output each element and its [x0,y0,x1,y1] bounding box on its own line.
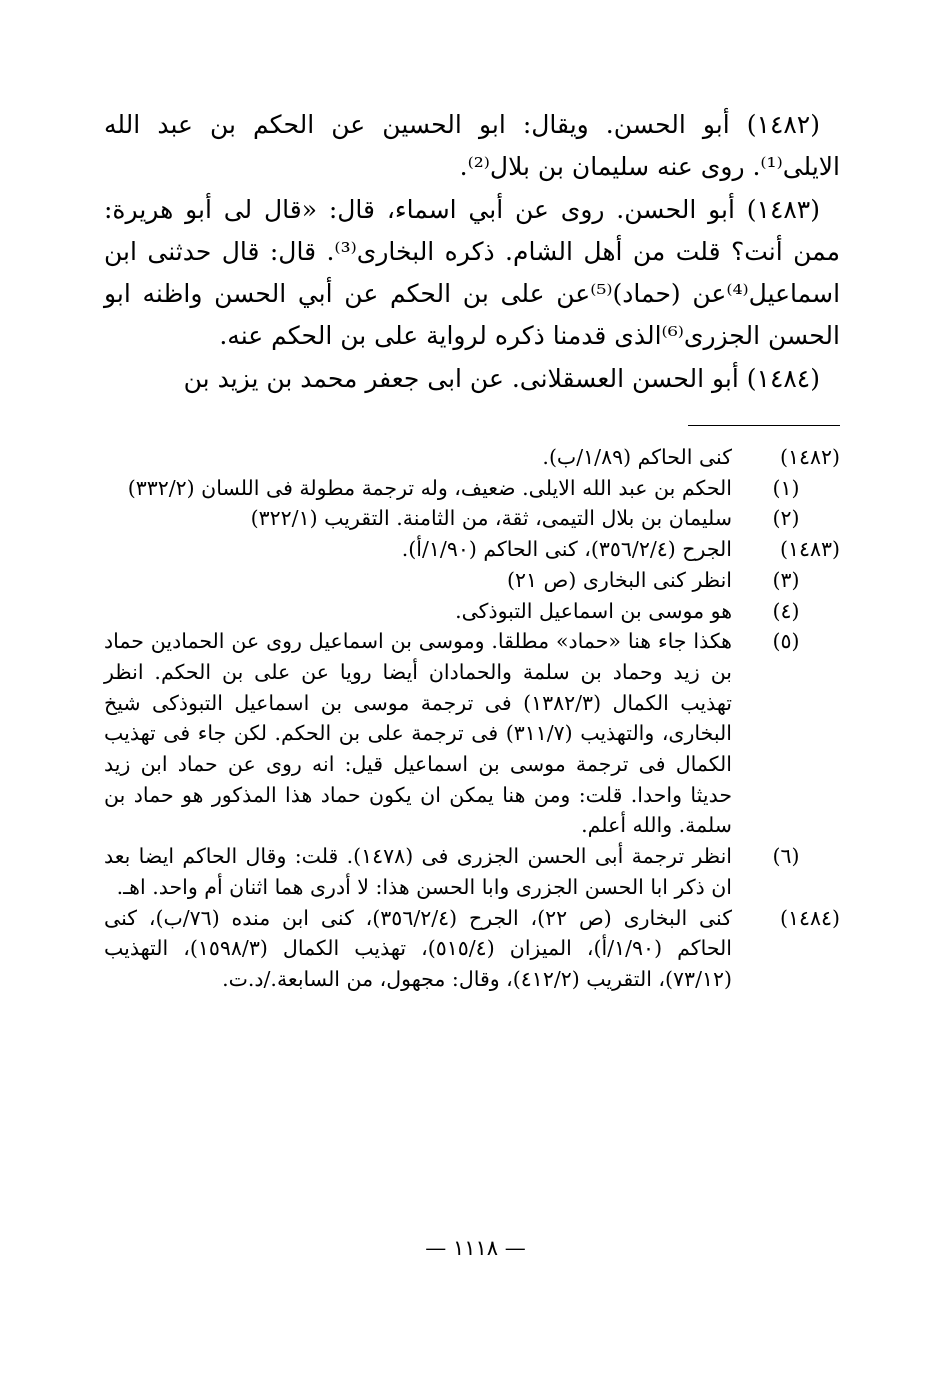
entry-1483: (١٤٨٣) أبو الحسن. روى عن أبي اسماء، قال: «قال لى أبو هريرة: ممن أنت؟ قلت من أهل الشام. ذكره البخارى⁽³⁾. قال: قال حدثنى ابن اسماعيل⁽⁴⁾عن (حماد)⁽⁵⁾عن على بن الحكم عن أبي الحسن واظنه ابو الحسن الجزرى⁽⁶⁾الذى قدمنا ذكره لرواية على بن الحكم عنه. [104,194,841,351]
footnote-text: كنى الحاكم (١/٨٩/ب). [542,445,732,469]
footnote-number: (١٤٨٤) [779,905,840,930]
footnote [104,626,840,841]
footnote-text: هكذا جاء هنا «حماد» مطلقا. وموسى بن اسماعيل روى عن الحمادين حماد بن زيد وحماد بن سلمة والحمادان أيضا رويا عن على بن الحكم. انظر تهذيب الكمال (١٣٨٢/٣) فى ترجمة موسى بن اسماعيل التبوذكى شيخ البخارى، والتهذيب (٣١١/٧) فى ترجمة على بن الحكم. لكن جاء فى تهذيب الكمال فى ترجمة موسى بن اسماعيل قيل: انه روى عن حماد ابن زيد حديثا واحدا. قلت: ومن هنا يمكن ان يكون حماد هذا المذكور هو حماد بن سلمة. والله أعلم. [104,629,732,838]
footnote-number: (١٤٨٢) [779,445,840,469]
footnote-number: (١٤٨٣) [779,537,840,562]
footnotes [104,442,840,995]
footnote [104,565,840,596]
footnote-number: (٥) [772,629,800,654]
footnote [104,596,840,627]
footnote [104,473,840,504]
main-text [104,104,840,400]
footnote [104,903,840,995]
footnote-text: انظر كنى البخارى (ص ٢١) [507,567,732,592]
footnote-number: (٤) [772,598,800,623]
footnote-number: (٢) [772,506,800,531]
footnote [104,503,840,534]
footnote-number: (٦) [772,844,800,869]
footnote-text: كنى البخارى (ص ٢٢)، الجرح (٣٥٦/٢/٤)، كنى ابن منده (٧٦/ب)، كنى الحاكم (١/٩٠/أ)، الميزان (٥١٥/٤)، تهذيب الكمال (١٥٩٨/٣)، التهذيب (٧٣/١٢)، التقريب (٤١٢/٢)، وقال: مجهول، من السابعة./د.ت. [104,905,732,991]
footnote [104,442,840,473]
footnote-text: الحكم بن عبد الله الايلى. ضعيف، وله ترجمة مطولة فى اللسان (٣٣٢/٢) [127,475,732,500]
footnote [104,841,840,902]
footnote-number: (١) [772,475,800,500]
footnote-text: انظر ترجمة أبى الحسن الجزرى فى (١٤٧٨). قلت: وقال الحاكم ايضا بعد ان ذكر ابا الحسن الجزرى وابا الحسن هذا: لا أدرى هما اثنان أم واحد. اهـ. [104,844,732,899]
footnote-number: (٣) [772,567,800,592]
entry-1482: (١٤٨٢) أبو الحسن. ويقال: ابو الحسين عن الحكم بن عبد الله الايلى⁽¹⁾. روى عنه سليمان بن بلال⁽²⁾. [104,110,840,182]
footnote-text: الجرح (٣٥٦/٢/٤)، كنى الحاكم (١/٩٠/أ). [401,537,732,562]
footnote-text: هو موسى بن اسماعيل التبوذكى. [455,598,732,623]
page-number: — ١١١٨ — [425,1236,526,1260]
footnote-separator [688,425,840,426]
footnote [104,534,840,565]
footnote-text: سليمان بن بلال التيمى، ثقة، من الثامنة. التقريب (٣٢٢/١) [250,506,732,531]
entry-1484: (١٤٨٤) أبو الحسن العسقلانى. عن ابى جعفر محمد بن يزيد بن [183,363,820,393]
